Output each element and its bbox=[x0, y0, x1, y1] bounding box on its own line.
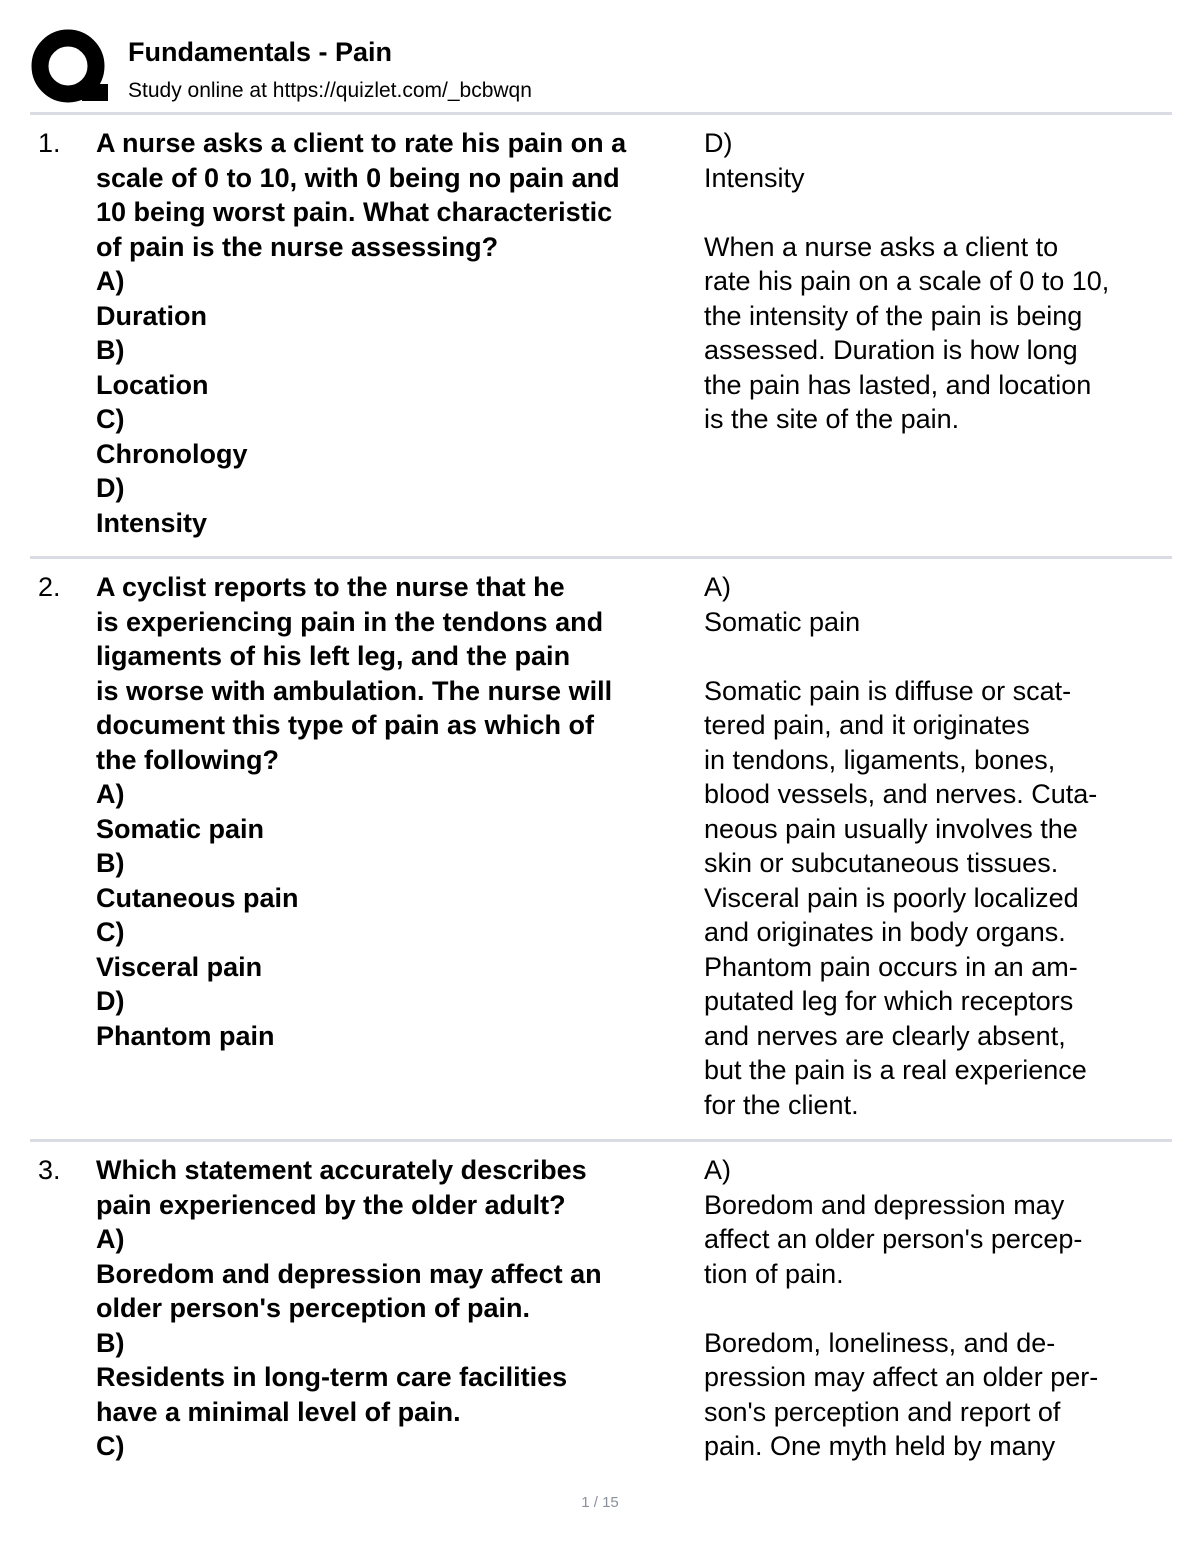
answer-text bbox=[704, 126, 1170, 437]
answer-line: neous pain usually involves the bbox=[704, 813, 1078, 844]
answer-line: Boredom and depression may bbox=[704, 1189, 1065, 1220]
answer-line: tered pain, and it originates bbox=[704, 710, 1030, 740]
study-online-link[interactable]: Study online at https://quizlet.com/_bcbwqn bbox=[128, 79, 532, 102]
question-line: D) bbox=[96, 473, 125, 503]
page-title: Fundamentals - Pain bbox=[128, 37, 393, 67]
card-number: 2. bbox=[38, 572, 61, 602]
question-line: C) bbox=[96, 917, 125, 947]
answer-line: tion of pain. bbox=[704, 1258, 844, 1289]
divider bbox=[30, 112, 1172, 115]
question-line: of pain is the nurse assessing? bbox=[96, 231, 499, 262]
card-number: 1. bbox=[38, 128, 61, 158]
question-line: ligaments of his left leg, and the pain bbox=[96, 641, 571, 671]
question-text bbox=[96, 1153, 696, 1464]
answer-line: son's perception and report of bbox=[704, 1396, 1061, 1427]
question-line: is experiencing pain in the tendons and bbox=[96, 606, 604, 637]
card-number: 3. bbox=[38, 1155, 61, 1185]
answer-line: blood vessels, and nerves. Cuta- bbox=[704, 779, 1098, 809]
question-line: Which statement accurately describes bbox=[96, 1155, 587, 1185]
question-line: Visceral pain bbox=[96, 951, 263, 982]
answer-line: the pain has lasted, and location bbox=[704, 369, 1092, 400]
question-line: Chronology bbox=[96, 438, 248, 469]
question-line: Intensity bbox=[96, 507, 208, 538]
question-line: C) bbox=[96, 1431, 125, 1461]
divider bbox=[30, 556, 1172, 559]
question-line: Location bbox=[96, 369, 209, 400]
answer-line: putated leg for which receptors bbox=[704, 986, 1074, 1016]
question-line: Boredom and depression may affect an bbox=[96, 1258, 602, 1289]
page-indicator: 1 / 15 bbox=[581, 1494, 619, 1511]
answer-line: assessed. Duration is how long bbox=[704, 335, 1078, 365]
answer-gap bbox=[704, 639, 1170, 674]
question-line: A nurse asks a client to rate his pain on a bbox=[96, 128, 627, 158]
question-line: pain experienced by the older adult? bbox=[96, 1189, 566, 1220]
answer-gap bbox=[704, 1291, 1170, 1326]
answer-line: and originates in body organs. bbox=[704, 917, 1066, 947]
question-line: document this type of pain as which of bbox=[96, 710, 595, 740]
question-line: D) bbox=[96, 986, 125, 1016]
question-text bbox=[96, 126, 696, 540]
answer-line: pain. One myth held by many bbox=[704, 1431, 1056, 1461]
answer-line: is the site of the pain. bbox=[704, 404, 960, 434]
answer-line: in tendons, ligaments, bones, bbox=[704, 744, 1056, 775]
answer-line: A) bbox=[704, 572, 731, 602]
answer-line: the intensity of the pain is being bbox=[704, 300, 1083, 331]
header bbox=[30, 28, 1172, 112]
answer-line: D) bbox=[704, 128, 733, 158]
answer-line: Boredom, loneliness, and de- bbox=[704, 1327, 1056, 1358]
question-line: 10 being worst pain. What characteristic bbox=[96, 197, 613, 227]
quizlet-logo-icon bbox=[30, 28, 110, 108]
question-line: Cutaneous pain bbox=[96, 882, 299, 913]
question-line: B) bbox=[96, 1327, 125, 1358]
answer-line: Somatic pain bbox=[704, 606, 861, 637]
answer-line: Somatic pain is diffuse or scat- bbox=[704, 675, 1072, 706]
answer-line: A) bbox=[704, 1155, 731, 1185]
question-line: B) bbox=[96, 848, 125, 878]
answer-line: rate his pain on a scale of 0 to 10, bbox=[704, 266, 1110, 296]
answer-line: skin or subcutaneous tissues. bbox=[704, 848, 1059, 878]
answer-line: but the pain is a real experience bbox=[704, 1055, 1087, 1085]
question-line: older person's perception of pain. bbox=[96, 1293, 530, 1323]
answer-line: When a nurse asks a client to bbox=[704, 231, 1059, 262]
answer-line: Phantom pain occurs in an am- bbox=[704, 951, 1078, 982]
question-line: scale of 0 to 10, with 0 being no pain and bbox=[96, 162, 620, 193]
question-line: C) bbox=[96, 404, 125, 434]
answer-line: pression may affect an older per- bbox=[704, 1362, 1099, 1392]
divider bbox=[30, 1139, 1172, 1142]
answer-line: and nerves are clearly absent, bbox=[704, 1020, 1066, 1051]
answer-text bbox=[704, 570, 1170, 1122]
question-line: Phantom pain bbox=[96, 1020, 275, 1051]
question-line: Duration bbox=[96, 300, 207, 331]
question-line: A) bbox=[96, 266, 125, 296]
question-line: is worse with ambulation. The nurse will bbox=[96, 675, 613, 706]
question-line: the following? bbox=[96, 744, 279, 775]
question-line: have a minimal level of pain. bbox=[96, 1396, 461, 1427]
question-line: A) bbox=[96, 779, 125, 809]
answer-line: for the client. bbox=[704, 1089, 859, 1120]
question-line: A) bbox=[96, 1224, 125, 1254]
answer-text bbox=[704, 1153, 1170, 1464]
question-line: A cyclist reports to the nurse that he bbox=[96, 572, 565, 602]
answer-line: Intensity bbox=[704, 162, 805, 193]
answer-line: Visceral pain is poorly localized bbox=[704, 882, 1079, 913]
question-line: B) bbox=[96, 335, 125, 365]
answer-line: affect an older person's percep- bbox=[704, 1224, 1083, 1254]
question-line: Residents in long-term care facilities bbox=[96, 1362, 568, 1392]
question-text bbox=[96, 570, 696, 1053]
question-line: Somatic pain bbox=[96, 813, 265, 844]
answer-gap bbox=[704, 195, 1170, 230]
